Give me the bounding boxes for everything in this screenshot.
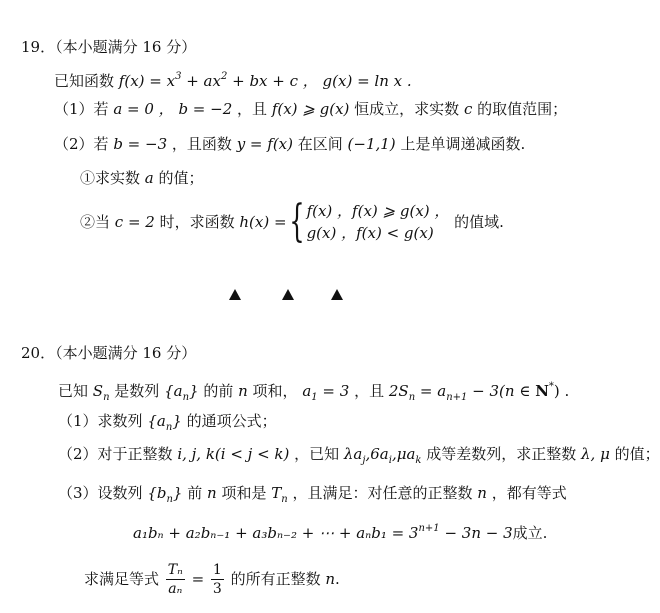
function-f xyxy=(119,72,412,90)
triangle-marker-3 xyxy=(331,289,343,300)
math-text: aₙ xyxy=(168,580,183,597)
math-text: {a xyxy=(147,412,166,430)
math-text: = 3 xyxy=(386,524,419,542)
math-text: S xyxy=(92,382,104,400)
math-text: (−1,1) xyxy=(347,135,396,153)
question-19-part-2 xyxy=(54,133,525,155)
math-text: λa xyxy=(343,445,363,463)
fraction-tn-an xyxy=(166,561,185,598)
math-text xyxy=(147,412,182,433)
math-text xyxy=(271,484,288,505)
math-text xyxy=(302,382,350,403)
math-text: 3 xyxy=(175,71,182,82)
question-20-part-1 xyxy=(58,410,277,439)
triangle-marker-2 xyxy=(282,289,294,300)
math-text: ，都有等式 xyxy=(486,484,567,502)
question-19-part-1 xyxy=(54,98,567,120)
math-text: ，且函数 xyxy=(167,135,237,153)
math-text: n xyxy=(166,494,173,505)
math-text xyxy=(147,484,183,505)
math-text: Tₙ xyxy=(167,561,183,578)
math-text: 项和， xyxy=(247,382,303,400)
math-text: = xyxy=(186,570,209,588)
math-text: 求满足等式 xyxy=(84,570,164,588)
math-text: b = −3 xyxy=(113,135,168,153)
math-text: ，已知 xyxy=(289,445,344,463)
math-text: ②当 xyxy=(80,213,115,231)
math-text: a₁bₙ + a₂bₙ₋₁ + a₃bₙ₋₂ + ⋯ + aₙb₁ xyxy=(133,524,387,542)
math-text: y = f(x) xyxy=(236,135,293,153)
math-text: ①求实数 xyxy=(80,169,145,187)
math-text: a xyxy=(302,382,312,400)
math-text: ，且 xyxy=(349,382,389,400)
math-text: n xyxy=(182,392,190,403)
math-text: 的值； xyxy=(153,169,204,187)
question-20-part-2 xyxy=(58,443,660,472)
question-19-header: 19．（本小题满分 16 分） xyxy=(21,38,197,56)
math-text: 项和是 xyxy=(216,484,272,502)
math-text: c xyxy=(463,100,473,118)
question-19-stem xyxy=(54,66,412,92)
math-text: j xyxy=(362,455,366,466)
math-text: n xyxy=(165,422,173,433)
math-text: 时，求函数 xyxy=(154,213,240,231)
piecewise-brace: { xyxy=(288,196,305,247)
math-text: （3）设数列 xyxy=(58,484,148,502)
math-text: h(x) = xyxy=(239,213,287,231)
math-text: 的通项公式； xyxy=(181,412,277,430)
math-text: ，且满足：对任意的正整数 xyxy=(287,484,478,502)
math-text: − 3n − 3 xyxy=(439,524,513,542)
math-text: f(x) ，f(x) ⩾ g(x) ， xyxy=(306,202,450,220)
math-text: i xyxy=(388,455,392,466)
math-text: T xyxy=(271,484,282,502)
math-text: 1 xyxy=(212,561,222,578)
math-text: + ax xyxy=(181,72,221,90)
math-text: 是数列 xyxy=(109,382,165,400)
math-text: 1 xyxy=(311,392,318,403)
math-text xyxy=(343,445,422,466)
math-text: n xyxy=(408,392,416,403)
math-text: 上是单调递减函数. xyxy=(395,135,526,153)
math-text: = 3 xyxy=(317,382,350,400)
math-text: （2）对于正整数 xyxy=(58,445,178,463)
math-text: ,6a xyxy=(365,445,389,463)
math-text: 恒成立，求实数 xyxy=(349,100,464,118)
math-text: a xyxy=(144,169,154,187)
math-text: = a xyxy=(415,382,447,400)
math-text: n+1 xyxy=(446,392,468,403)
math-text: （2）若 xyxy=(54,135,114,153)
math-text: 3 xyxy=(212,580,222,597)
math-text: {b xyxy=(147,484,167,502)
math-text: N xyxy=(535,382,549,400)
math-text: c = 2 xyxy=(114,213,155,231)
math-text xyxy=(92,382,110,403)
math-text: {a xyxy=(164,382,183,400)
math-text xyxy=(388,382,536,403)
piecewise-cases xyxy=(307,200,450,244)
math-text: } xyxy=(189,382,199,400)
question-20-part-3 xyxy=(58,482,567,511)
math-text: n xyxy=(477,484,487,502)
math-text: n xyxy=(325,570,336,588)
math-text: 的前 xyxy=(198,382,239,400)
math-text: n xyxy=(103,392,110,403)
math-text: n+1 xyxy=(418,523,440,534)
math-text: } xyxy=(172,412,182,430)
question-20-header: 20．（本小题满分 16 分） xyxy=(21,344,197,362)
math-text: 在区间 xyxy=(292,135,348,153)
question-19-subpart-1 xyxy=(80,167,204,189)
math-text: f(x) = x xyxy=(118,72,176,90)
math-text: 成等差数列，求正整数 xyxy=(421,445,582,463)
math-text: ) . xyxy=(553,382,570,400)
math-text: i, j, k(i < j < k) xyxy=(177,445,290,463)
math-text: 2 xyxy=(220,71,228,82)
question-20-final xyxy=(84,558,340,599)
math-text: 2S xyxy=(388,382,409,400)
math-text: n xyxy=(281,494,288,505)
question-20-equation xyxy=(133,518,547,544)
math-text: 已知 xyxy=(58,382,93,400)
math-text: ，且 xyxy=(232,100,272,118)
math-text: * xyxy=(548,381,554,392)
math-text xyxy=(164,382,199,403)
math-text: 的取值范围； xyxy=(472,100,568,118)
math-text: 的值； xyxy=(609,445,660,463)
math-text: λ, μ xyxy=(581,445,610,463)
math-text: f(x) ⩾ g(x) xyxy=(271,100,350,118)
math-text: a = 0 ， b = −2 xyxy=(113,100,233,118)
math-text: } xyxy=(172,484,183,502)
math-text: n xyxy=(238,382,248,400)
math-text: （1）若 xyxy=(54,100,114,118)
math-text: 成立. xyxy=(512,524,548,542)
math-text: . xyxy=(335,570,340,588)
math-text: n xyxy=(207,484,217,502)
math-text: − 3(n ∈ xyxy=(467,382,536,400)
math-text: 前 xyxy=(182,484,208,502)
math-text: 的值域. xyxy=(449,213,504,231)
math-text: ,μa xyxy=(391,445,416,463)
fraction-one-third xyxy=(211,561,224,598)
triangle-marker-1 xyxy=(229,289,241,300)
math-text: （1）求数列 xyxy=(58,412,148,430)
math-text: + bx + c ， g(x) = ln x . xyxy=(227,72,412,90)
math-text: g(x) ，f(x) < g(x) xyxy=(306,224,434,242)
math-text: 的所有正整数 xyxy=(225,570,326,588)
math-text: k xyxy=(415,455,422,466)
question-19-subpart-2 xyxy=(80,196,504,247)
stem-text: 已知函数 xyxy=(54,72,115,90)
question-20-stem xyxy=(58,376,569,409)
